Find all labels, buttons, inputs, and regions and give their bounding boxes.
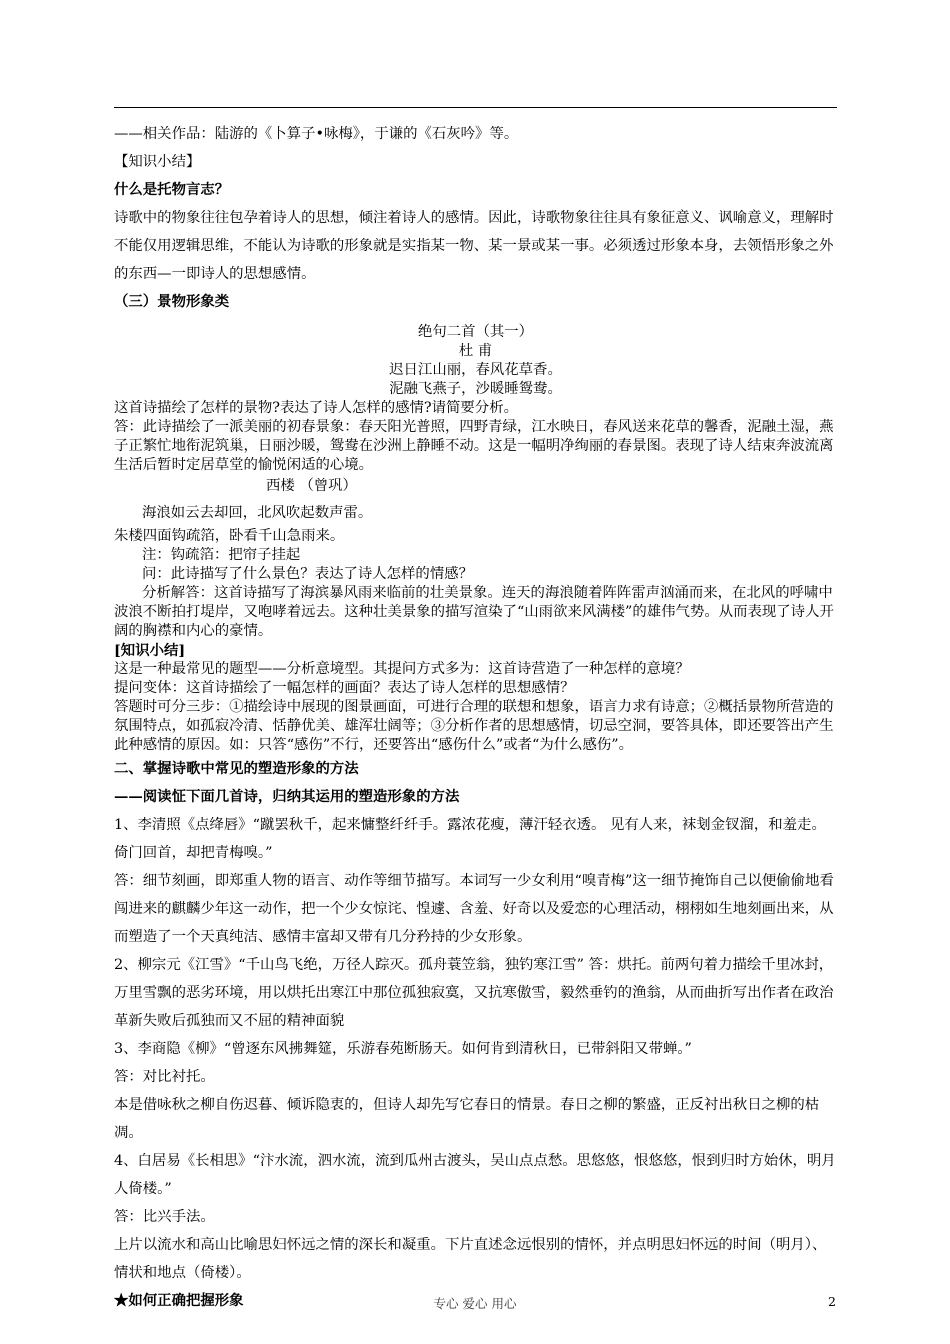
poem-line: 海浪如云去却回，北风吹起数声雷。 <box>142 505 373 521</box>
section-heading: 二、掌握诗歌中常见的塑造形象的方法 <box>114 760 359 777</box>
poem-line: 泥融飞燕子，沙暖睡鸳鸯。 <box>389 381 562 397</box>
page-number: 2 <box>828 1294 836 1309</box>
body-paragraph: 本是借咏秋之柳自伤迟暮、倾诉隐衷的，但诗人却先写它春日的情景。春日之柳的繁盛，正反衬出秋日之柳的枯凋。 <box>114 1097 820 1141</box>
poem-title: 西楼 （曾巩） <box>266 478 357 494</box>
section-subheading: ——阅读怔下面几首诗，归纳其运用的塑造形象的方法 <box>114 788 460 805</box>
header-rule <box>114 107 837 108</box>
question: 问：此诗描写了什么景色？表达了诗人怎样的情感？ <box>142 566 473 582</box>
body-paragraph: 答题时可分三步：①描绘诗中展现的图景画面，可进行合理的联想和想象，语言力求有诗意；②概括景物所营造的氛围特点，如孤寂冷清、恬静优美、雄浑壮阔等；③分析作者的思想感情，切忌空洞，要答具体，即还要答出产生此种感情的原因。如：只答“感伤”不行，还要答出“感伤什么”或者“为什么感伤”。 <box>114 699 834 753</box>
section-heading: （三）景物形象类 <box>114 293 230 310</box>
body-paragraph: 诗歌中的物象往往包孕着诗人的思想，倾注着诗人的感情。因此，诗歌物象往往具有象征意义、讽喻意义，理解时不能仅用逻辑思维，不能认为诗歌的形象就是实指某一物、某一景或某一事。必须透过形象本身，去领悟形象之外的东西—一即诗人的思想感情。 <box>114 210 834 282</box>
poem-line: 迟日江山丽，春风花草香。 <box>389 362 562 378</box>
answer: 答：细节刻画，即郑重人物的语言、动作等细节描写。本词写一少女利用“嗅青梅”这一细节掩饰自己以便偷偷地看闯进来的麒麟少年这一动作，把一个少女惊诧、惶遽、含羞、好奇以及爱恋的心理活动，栩栩如生地刻画出来，从而塑造了一个天真纯洁、感情丰富却又带有几分矜持的少女形象。 <box>114 873 834 945</box>
poem-line: 朱楼四面钩疏箔，卧看千山急雨来。 <box>114 528 345 544</box>
body-paragraph: 提问变体：这首诗描绘了一幅怎样的画面？表达了诗人怎样的思想感情？ <box>114 680 575 696</box>
poem-title: 绝句二首（其一） <box>417 324 534 340</box>
note: 注：钩疏箔：把帘子挂起 <box>142 547 301 563</box>
body-paragraph: 上片以流水和高山比喻思妇怀远之情的深长和凝重。下片直述念远恨别的情怀，并点明思妇怀远的时间（明月）、情状和地点（倚楼）。 <box>114 1237 827 1281</box>
answer: 答：对比衬托。 <box>114 1069 215 1085</box>
answer: 答：此诗描绘了一派美丽的初春景象：春天阳光普照，四野青绿，江水映日，春风送来花草的馨香，泥融土湿，燕子正繁忙地衔泥筑巢，日丽沙暖，鸳鸯在沙洲上静睡不动。这是一幅明净绚丽的春景图。表现了诗人结束奔波流离生活后暂时定居草堂的愉悦闲适的心境。 <box>114 419 834 473</box>
example-poem: 4、白居易《长相思》“汴水流，泗水流，流到瓜州古渡头，吴山点点愁。思悠悠，恨悠悠，恨到归时方始休，明月人倚楼。” <box>114 1153 836 1197</box>
section-heading: ★如何正确把握形象 <box>114 1292 244 1309</box>
body-paragraph: 这是一种最常见的题型——分析意境型。其提问方式多为：这首诗营造了一种怎样的意境？ <box>114 661 690 677</box>
example-poem: 3、李商隐《柳》“曾逐东风拂舞筵，乐游春苑断肠天。如何肯到清秋日，已带斜阳又带蝉。” <box>114 1041 692 1057</box>
section-heading: 什么是托物言志？ <box>114 181 230 198</box>
page-footer: 专心 爱心 用心 <box>433 1296 517 1311</box>
poem-author: 杜 甫 <box>458 343 493 359</box>
example-poem: 1、李清照《点绛唇》“蹴罢秋千，起来慵整纤纤手。露浓花瘦，薄汗轻衣透。 见有人来，袜刬金钗溜，和羞走。倚门回首，却把青梅嗅。” <box>114 817 826 861</box>
document-body <box>114 120 837 1315</box>
section-label: 【知识小结】 <box>114 154 201 170</box>
answer: 分析解答：这首诗描写了海滨暴风雨来临前的壮美景象。连天的海浪随着阵阵雷声汹涌而来，在北风的呼啸中波浪不断拍打堤岸，又咆哮着远去。这种壮美景象的描写渲染了“山雨欲来风满楼”的雄伟气势。从而表现了诗人开阔的胸襟和内心的豪情。 <box>114 585 834 639</box>
answer: 答：比兴手法。 <box>114 1209 215 1225</box>
section-label: [知识小结] <box>114 642 186 659</box>
question: 这首诗描绘了怎样的景物?表达了诗人怎样的感情?请简要分析。 <box>114 400 518 416</box>
example-poem: 2、柳宗元《江雪》“千山鸟飞绝，万径人踪灭。孤舟蓑笠翁，独钓寒江雪” 答：烘托。前两句着力描绘千里冰封，万里雪飘的恶劣环境，用以烘托出寒江中那位孤独寂寞，又抗寒傲雪，毅然垂钓的渔翁，从而曲折写出作者在政治革新失败后孤独而又不屈的精神面貌 <box>114 957 834 1029</box>
related-works: ——相关作品：陆游的《卜算子•咏梅》，于谦的《石灰吟》等。 <box>114 126 519 142</box>
